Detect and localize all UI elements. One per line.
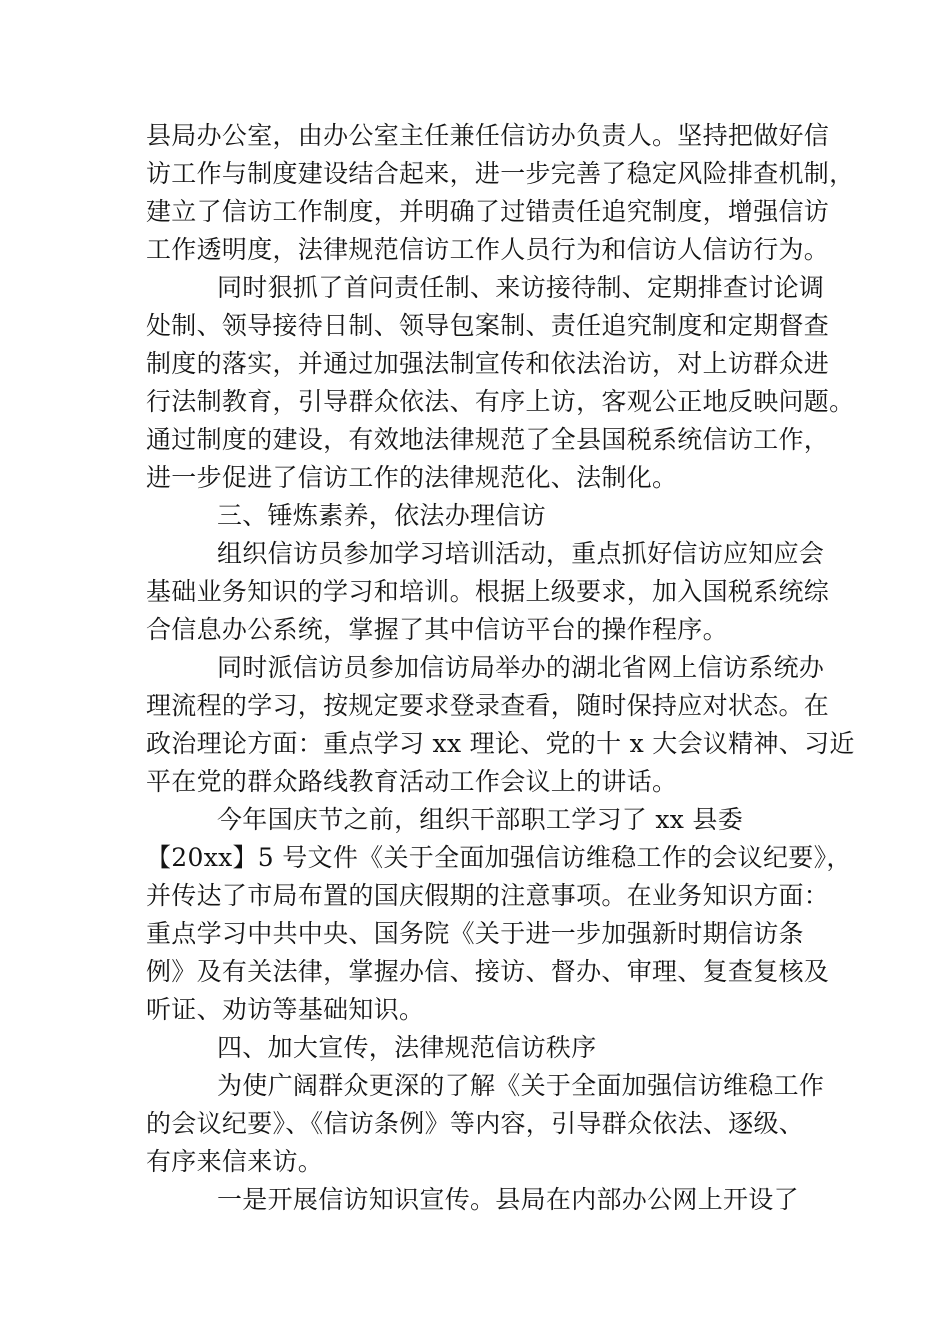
text-line: 工作透明度，法律规范信访工作人员行为和信访人信访行为。 xyxy=(146,235,830,264)
paragraph-start-line: 为使广阔群众更深的了解《关于全面加强信访维稳工作 xyxy=(217,1071,825,1100)
text-line: 平在党的群众路线教育活动工作会议上的讲话。 xyxy=(146,767,678,796)
paragraph-start-line: 同时狠抓了首问责任制、来访接待制、定期排查讨论调 xyxy=(217,273,825,302)
text-line: 重点学习中共中央、国务院《关于进一步加强新时期信访条 xyxy=(146,919,804,948)
text-line: 处制、领导接待日制、领导包案制、责任追究制度和定期督查 xyxy=(146,311,830,340)
text-line: 的会议纪要》、《信访条例》等内容，引导群众依法、逐级、 xyxy=(146,1109,805,1138)
paragraph-start-line: 一是开展信访知识宣传。县局在内部办公网上开设了 xyxy=(217,1185,799,1214)
text-line: 县局办公室，由办公室主任兼任信访办负责人。坚持把做好信 xyxy=(146,121,830,150)
text-line: 理流程的学习，按规定要求登录查看，随时保持应对状态。在 xyxy=(146,691,830,720)
text-line: 合信息办公系统，掌握了其中信访平台的操作程序。 xyxy=(146,615,728,644)
text-line: 进一步促进了信访工作的法律规范化、法制化。 xyxy=(146,463,678,492)
text-line: 有序来信来访。 xyxy=(146,1147,324,1176)
text-line: 例》及有关法律，掌握办信、接访、督办、审理、复查复核及 xyxy=(146,957,830,986)
paragraph-start-line: 今年国庆节之前，组织干部职工学习了 xx 县委 xyxy=(217,805,743,834)
paragraph-start-line: 组织信访员参加学习培训活动，重点抓好信访应知应会 xyxy=(217,539,825,568)
text-line: 通过制度的建设，有效地法律规范了全县国税系统信访工作， xyxy=(146,425,830,454)
text-line: 听证、劝访等基础知识。 xyxy=(146,995,425,1024)
text-line: 建立了信访工作制度，并明确了过错责任追究制度，增强信访 xyxy=(146,197,830,226)
paragraph-start-line: 同时派信访员参加信访局举办的湖北省网上信访系统办 xyxy=(217,653,825,682)
section-heading: 三、锤炼素养，依法办理信访 xyxy=(217,501,546,530)
text-line: 访工作与制度建设结合起来，进一步完善了稳定风险排查机制， xyxy=(146,159,855,188)
text-line: 【20xx】5 号文件《关于全面加强信访维稳工作的会议纪要》， xyxy=(146,843,852,872)
text-line: 并传达了市局布置的国庆假期的注意事项。在业务知识方面： xyxy=(146,881,830,910)
section-heading: 四、加大宣传，法律规范信访秩序 xyxy=(217,1033,597,1062)
text-line: 基础业务知识的学习和培训。根据上级要求，加入国税系统综 xyxy=(146,577,830,606)
text-line: 制度的落实，并通过加强法制宣传和依法治访，对上访群众进 xyxy=(146,349,830,378)
text-line: 行法制教育，引导群众依法、有序上访，客观公正地反映问题。 xyxy=(146,387,855,416)
text-line: 政治理论方面：重点学习 xx 理论、党的十 x 大会议精神、习近 xyxy=(146,729,855,758)
